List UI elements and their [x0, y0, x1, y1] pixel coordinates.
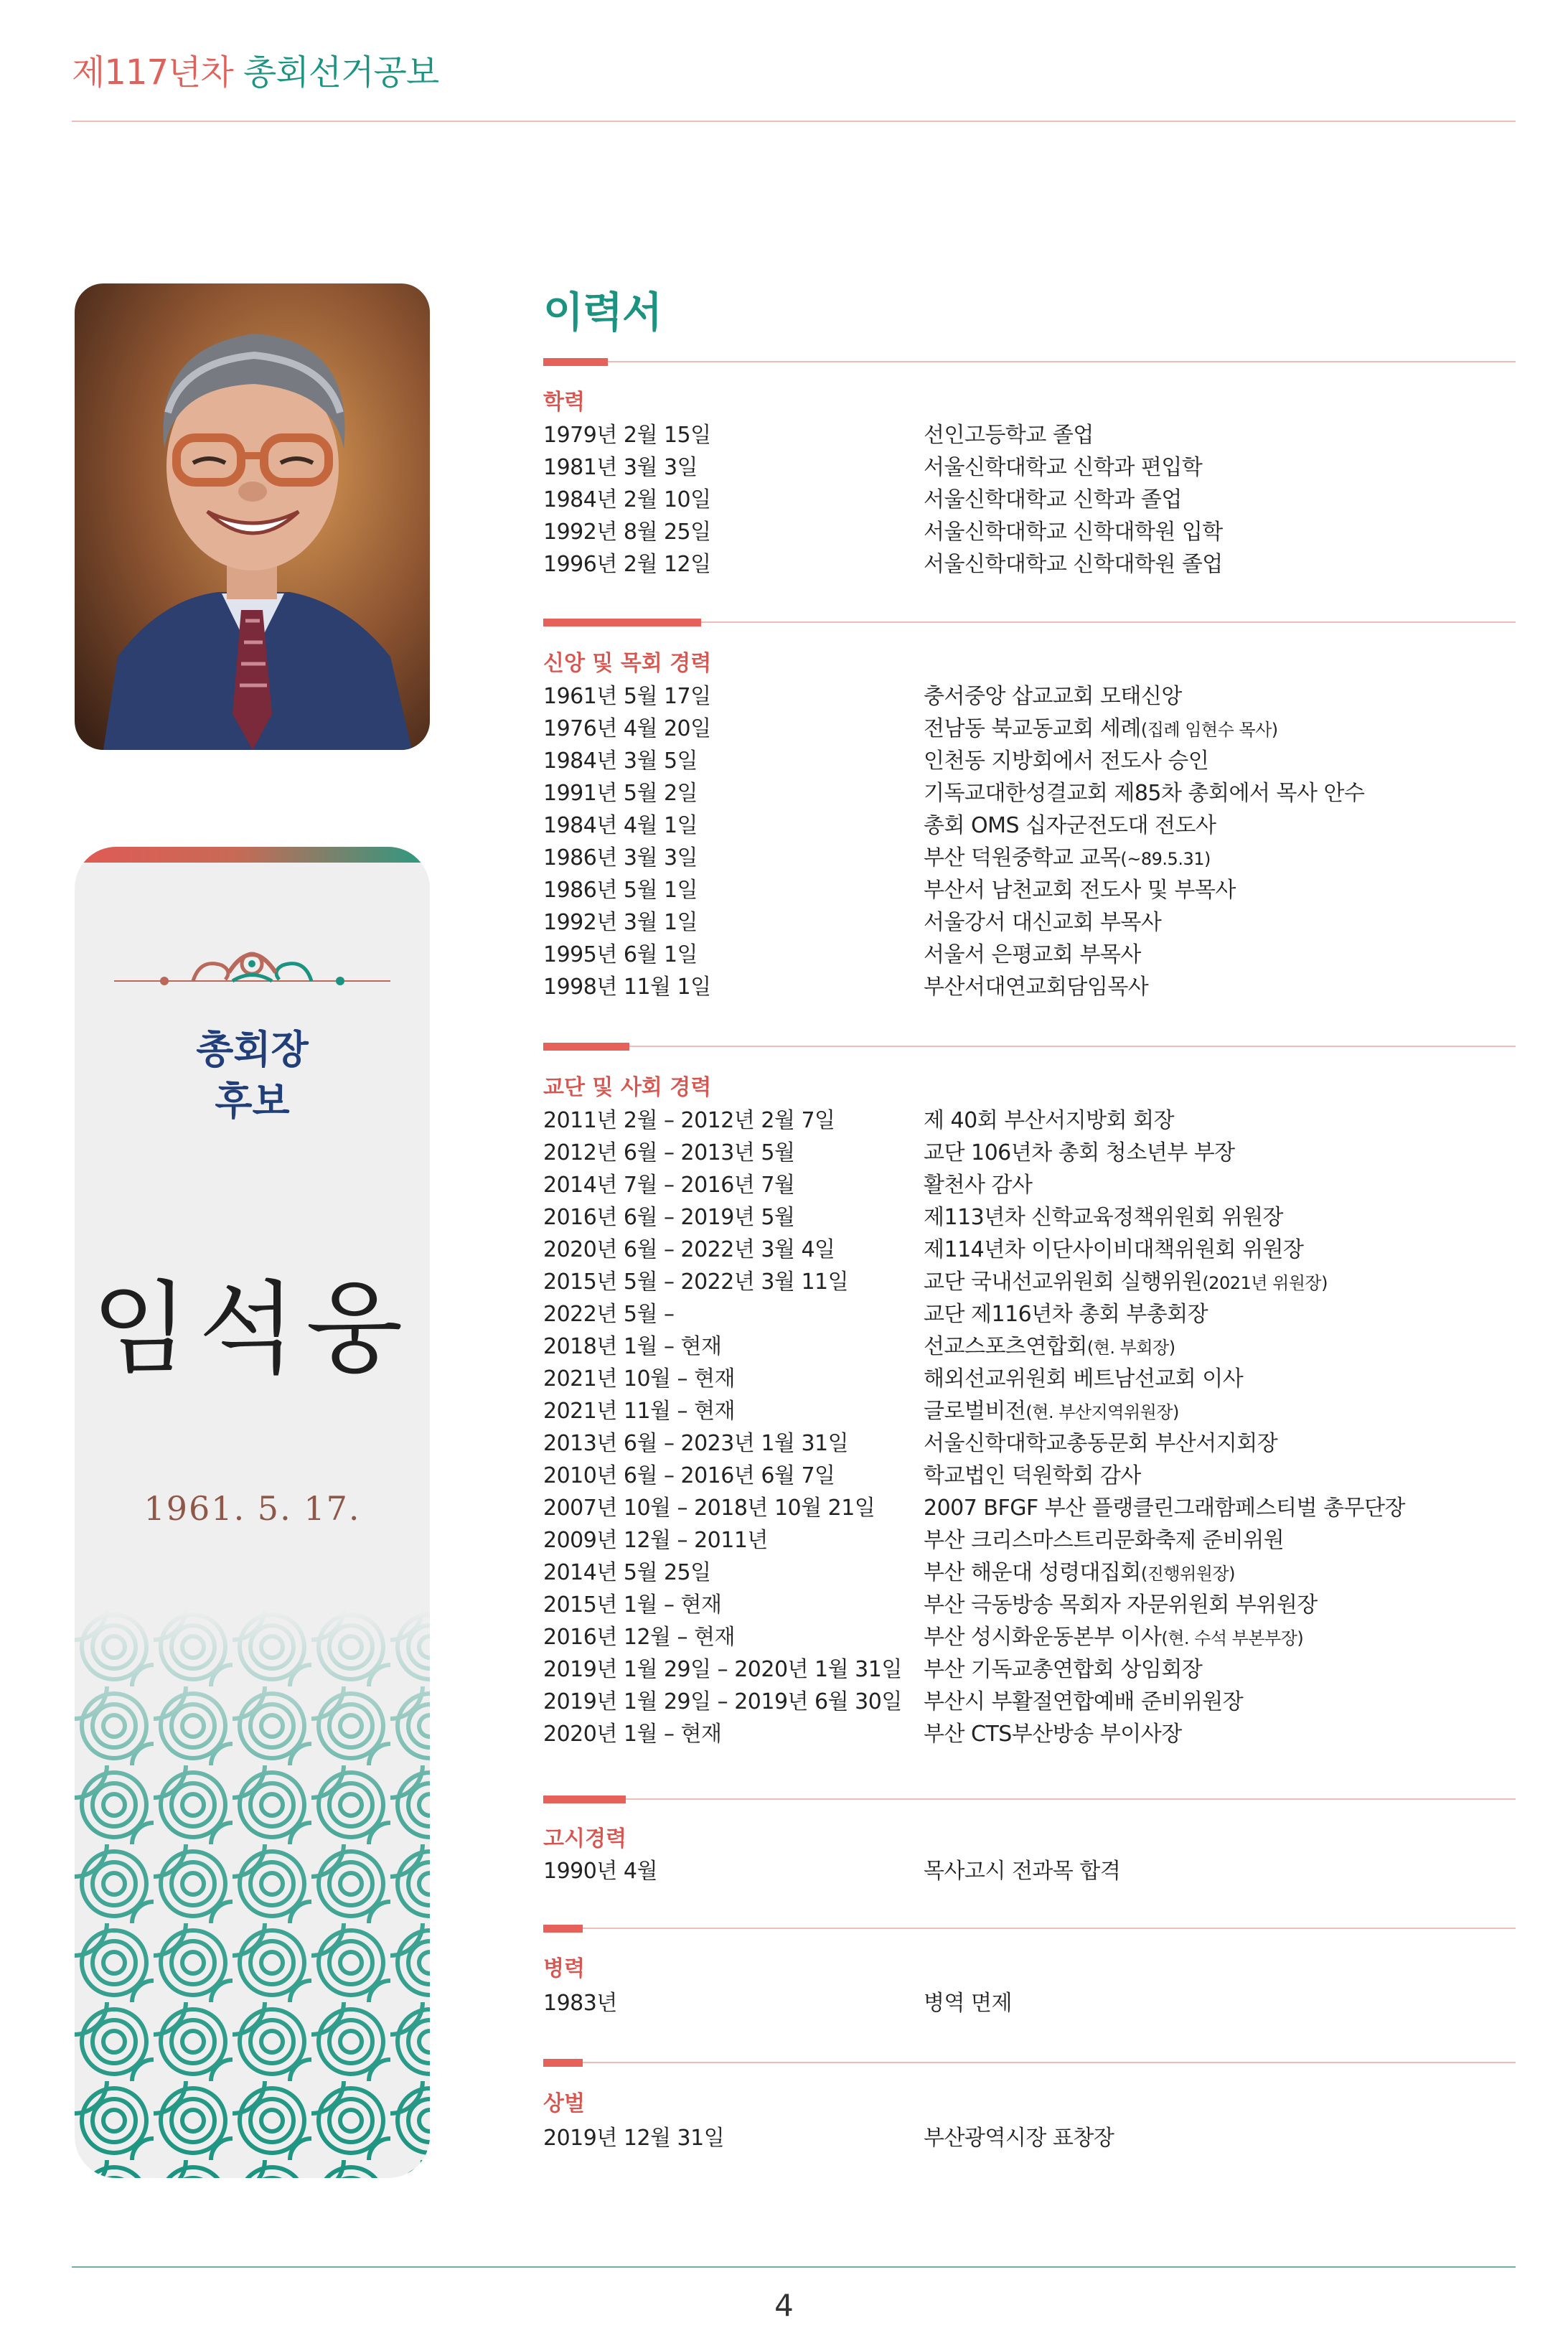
entry-description: [924, 1267, 1328, 1299]
entry-date: 2014년 7월 – 2016년 7월: [543, 1173, 795, 1198]
resume-entry: [543, 875, 1516, 906]
entry-description: [924, 1234, 1304, 1266]
resume-entry: [543, 1590, 1516, 1621]
resume-entry: [543, 939, 1516, 971]
resume-entry: [543, 1364, 1516, 1395]
candidate-card: [75, 847, 430, 2178]
entry-date: 1998년 11월 1일: [543, 975, 711, 1000]
resume-entry: [543, 420, 1516, 451]
resume-entry: [543, 1686, 1516, 1718]
entry-date: 1979년 2월 15일: [543, 423, 711, 448]
entry-description: [924, 1719, 1182, 1750]
entry-text: 교단 제116년차 총회 부총회장: [924, 1302, 1208, 1327]
entry-description: [924, 1525, 1284, 1557]
entry-text: 부산시 부활절연합예배 준비위원장: [924, 1689, 1244, 1714]
page-number: 4: [774, 2288, 794, 2323]
resume-entry: [543, 1525, 1516, 1557]
entry-date: 2010년 6월 – 2016년 6월 7일: [543, 1463, 835, 1488]
entry-text: 부산 기독교총연합회 상임회장: [924, 1657, 1203, 1682]
entry-text: 해외선교위원회 베트남선교회 이사: [924, 1366, 1244, 1391]
resume-entry: [543, 1428, 1516, 1460]
section-heading: 고시경력: [543, 1826, 626, 1851]
entry-date: 1996년 2월 12일: [543, 552, 711, 577]
ornament-icon: [114, 937, 390, 998]
entry-date: 2009년 12월 – 2011년: [543, 1528, 768, 1553]
entry-date: 1961년 5월 17일: [543, 684, 711, 709]
entry-description: [924, 778, 1364, 809]
section-accent-bar: [543, 358, 608, 366]
entry-description: [924, 1105, 1174, 1137]
entry-text: 부산 크리스마스트리문화축제 준비위원: [924, 1528, 1285, 1553]
entry-text: 목사고시 전과목 합격: [924, 1859, 1121, 1884]
entry-description: [924, 1590, 1318, 1621]
entry-description: [924, 1493, 1405, 1524]
entry-date: 1984년 3월 5일: [543, 748, 698, 774]
resume-entry: [543, 1267, 1516, 1298]
entry-text: 전남동 북교동교회 세례: [924, 716, 1141, 741]
entry-date: 2012년 6월 – 2013년 5월: [543, 1140, 795, 1165]
resume-entry: [543, 1460, 1516, 1492]
entry-note: (~89.5.31): [1120, 849, 1211, 869]
entry-text: 부산서대연교회담임목사: [924, 975, 1149, 1000]
entry-text: 교단 106년차 총회 청소년부 부장: [924, 1140, 1235, 1165]
entry-description: [924, 843, 1211, 875]
resume-entry: [543, 1105, 1516, 1137]
entry-description: [924, 746, 1208, 777]
resume-entry: [543, 713, 1516, 745]
section-divider: [543, 1046, 1516, 1047]
entry-date: 2016년 6월 – 2019년 5월: [543, 1205, 795, 1230]
entry-text: 부산서 남천교회 전도사 및 부목사: [924, 878, 1236, 903]
section-accent-bar: [543, 1796, 626, 1803]
section-accent-bar: [543, 2059, 583, 2067]
entry-text: 서울신학대학교 신학과 편입학: [924, 455, 1203, 480]
entry-description: [924, 1202, 1283, 1234]
entry-description: [924, 1170, 1032, 1201]
entry-text: 교단 국내선교위원회 실행위원: [924, 1269, 1203, 1295]
publication-title-name: 총회선거공보: [243, 52, 439, 93]
entry-description: [924, 517, 1223, 548]
entry-date: 1983년: [543, 1991, 617, 2016]
resume-entry: [543, 681, 1516, 713]
resume-entry: [543, 1988, 1516, 2019]
resume-entry: [543, 1622, 1516, 1653]
section-divider: [543, 1928, 1516, 1929]
resume-entry: [543, 1202, 1516, 1234]
resume-entry: [543, 1654, 1516, 1686]
entry-text: 선교스포츠연합회: [924, 1334, 1087, 1359]
entry-description: [924, 1331, 1175, 1364]
entry-text: 부산 CTS부산방송 부이사장: [924, 1722, 1182, 1747]
entry-date: 2013년 6월 – 2023년 1월 31일: [543, 1431, 849, 1456]
entry-date: 1984년 2월 10일: [543, 487, 711, 512]
entry-date: 1992년 3월 1일: [543, 910, 698, 935]
entry-date: 2019년 1월 29일 – 2019년 6월 30일: [543, 1689, 902, 1714]
section-divider: [543, 361, 1516, 362]
entry-date: 1976년 4월 20일: [543, 716, 711, 741]
entry-date: 1981년 3월 3일: [543, 455, 698, 480]
entry-date: 1991년 5월 2일: [543, 781, 698, 806]
resume-entry: [543, 1170, 1516, 1201]
entry-description: [924, 713, 1278, 746]
resume-entry: [543, 1493, 1516, 1524]
entry-date: 2007년 10월 – 2018년 10월 21일: [543, 1496, 875, 1521]
entry-note: (2021년 위원장): [1202, 1273, 1328, 1293]
entry-note: (집례 임현수 목사): [1140, 720, 1278, 740]
entry-text: 학교법인 덕원학회 감사: [924, 1463, 1141, 1488]
entry-description: [924, 452, 1202, 484]
entry-date: 2018년 1월 – 현재: [543, 1334, 722, 1359]
entry-note: (현. 부회장): [1086, 1338, 1175, 1358]
section-divider: [543, 1798, 1516, 1800]
entry-description: [924, 1396, 1179, 1428]
entry-description: [924, 1364, 1243, 1395]
resume-entry: [543, 517, 1516, 548]
entry-description: [924, 1428, 1277, 1460]
entry-date: 2020년 6월 – 2022년 3월 4일: [543, 1237, 835, 1262]
entry-description: [924, 972, 1148, 1003]
entry-text: 부산 해운대 성령대집회: [924, 1560, 1141, 1585]
candidate-role-line2: 후보: [215, 1079, 290, 1124]
entry-date: 2022년 5월 –: [543, 1302, 675, 1327]
section-heading: 상벌: [543, 2091, 585, 2116]
entry-description: [924, 1299, 1208, 1330]
entry-description: [924, 1856, 1120, 1887]
entry-text: 서울신학대학교 신학대학원 졸업: [924, 552, 1223, 577]
resume-entry: [543, 484, 1516, 516]
entry-description: [924, 810, 1216, 842]
section-accent-bar: [543, 1043, 629, 1051]
entry-description: [924, 2123, 1114, 2154]
entry-description: [924, 939, 1141, 971]
resume-entry: [543, 907, 1516, 939]
entry-text: 서울서 은평교회 부목사: [924, 942, 1141, 967]
section-heading: 신앙 및 목회 경력: [543, 651, 712, 676]
candidate-photo: [75, 283, 430, 750]
candidate-role-line1: 총회장: [196, 1027, 309, 1072]
entry-text: 글로벌비전: [924, 1399, 1026, 1424]
entry-text: 총회 OMS 십자군전도대 전도사: [924, 813, 1216, 838]
resume-entry: [543, 1234, 1516, 1266]
section-accent-bar: [543, 619, 701, 626]
entry-text: 충서중앙 삽교교회 모태신앙: [924, 684, 1182, 709]
resume-entry: [543, 1137, 1516, 1169]
entry-description: [924, 1557, 1235, 1590]
entry-date: 2015년 1월 – 현재: [543, 1592, 722, 1618]
entry-text: 인천동 지방회에서 전도사 승인: [924, 748, 1209, 774]
resume-entry: [543, 843, 1516, 874]
entry-date: 2021년 11월 – 현재: [543, 1399, 736, 1424]
resume-entry: [543, 1856, 1516, 1887]
entry-date: 2015년 5월 – 2022년 3월 11일: [543, 1269, 849, 1295]
resume-title: 이력서: [543, 288, 662, 337]
section-heading: 학력: [543, 390, 585, 415]
entry-date: 2016년 12월 – 현재: [543, 1625, 736, 1650]
entry-description: [924, 1460, 1141, 1492]
entry-text: 기독교대한성결교회 제85차 총회에서 목사 안수: [924, 781, 1365, 806]
entry-description: [924, 1622, 1303, 1654]
entry-note: (현. 수석 부본부장): [1161, 1628, 1304, 1648]
entry-description: [924, 1654, 1202, 1686]
resume-entry: [543, 549, 1516, 581]
entry-note: (진행위원장): [1140, 1564, 1236, 1584]
entry-text: 제113년차 신학교육정책위원회 위원장: [924, 1205, 1284, 1230]
entry-text: 서울신학대학교 신학과 졸업: [924, 487, 1182, 512]
entry-date: 2019년 12월 31일: [543, 2126, 725, 2151]
entry-date: 1995년 6월 1일: [543, 942, 698, 967]
entry-text: 병역 면제: [924, 1991, 1012, 2016]
section-heading: 교단 및 사회 경력: [543, 1075, 712, 1100]
section-divider: [543, 2062, 1516, 2063]
resume-entry: [543, 746, 1516, 777]
entry-date: 1992년 8월 25일: [543, 520, 711, 545]
entry-text: 서울강서 대신교회 부목사: [924, 910, 1162, 935]
resume-entry: [543, 1719, 1516, 1750]
entry-text: 부산광역시장 표창장: [924, 2126, 1114, 2151]
resume-entry: [543, 2123, 1516, 2154]
entry-description: [924, 907, 1161, 939]
entry-description: [924, 681, 1182, 713]
entry-date: 2020년 1월 – 현재: [543, 1722, 722, 1747]
entry-date: 1990년 4월: [543, 1859, 657, 1884]
resume-entry: [543, 972, 1516, 1003]
entry-text: 2007 BFGF 부산 플랭클린그래함페스티벌 총무단장: [924, 1496, 1405, 1521]
section-heading: 병력: [543, 1956, 585, 1981]
entry-text: 서울신학대학교 신학대학원 입학: [924, 520, 1223, 545]
entry-description: [924, 1988, 1012, 2019]
card-top-band: [75, 847, 430, 863]
resume-entry: [543, 1557, 1516, 1589]
entry-text: 선인고등학교 졸업: [924, 423, 1094, 448]
portrait-illustration: [75, 283, 430, 750]
entry-note: (현. 부산지역위원장): [1025, 1402, 1179, 1422]
entry-date: 1984년 4월 1일: [543, 813, 698, 838]
candidate-birthdate: 1961. 5. 17.: [144, 1489, 361, 1528]
entry-date: 2011년 2월 – 2012년 2월 7일: [543, 1108, 835, 1133]
entry-date: 2014년 5월 25일: [543, 1560, 711, 1585]
entry-text: 부산 성시화운동본부 이사: [924, 1625, 1162, 1650]
entry-date: 1986년 3월 3일: [543, 845, 698, 870]
entry-text: 서울신학대학교총동문회 부산서지회장: [924, 1431, 1278, 1456]
entry-date: 1986년 5월 1일: [543, 878, 698, 903]
wave-pattern: [75, 1607, 430, 2178]
entry-text: 제114년차 이단사이비대책위원회 위원장: [924, 1237, 1304, 1262]
entry-text: 부산 극동방송 목회자 자문위원회 부위원장: [924, 1592, 1318, 1618]
entry-text: 활천사 감사: [924, 1173, 1033, 1198]
resume-entry: [543, 1299, 1516, 1330]
entry-description: [924, 549, 1223, 581]
footer-divider: [72, 2266, 1516, 2268]
publication-title: [72, 44, 438, 94]
publication-title-year: 제117년차: [72, 52, 233, 93]
entry-text: 부산 덕원중학교 교목: [924, 845, 1121, 870]
resume-entry: [543, 778, 1516, 809]
entry-description: [924, 420, 1094, 451]
resume-entry: [543, 452, 1516, 484]
entry-description: [924, 484, 1182, 516]
entry-text: 제 40회 부산서지방회 회장: [924, 1108, 1175, 1133]
entry-date: 2019년 1월 29일 – 2020년 1월 31일: [543, 1657, 902, 1682]
entry-description: [924, 1137, 1235, 1169]
resume-entry: [543, 1331, 1516, 1363]
resume-entry: [543, 1396, 1516, 1427]
header-divider: [72, 121, 1516, 122]
section-accent-bar: [543, 1925, 583, 1933]
entry-date: 2021년 10월 – 현재: [543, 1366, 736, 1391]
candidate-name: 임석웅: [91, 1271, 413, 1388]
entry-description: [924, 1686, 1243, 1718]
entry-description: [924, 875, 1236, 906]
resume-entry: [543, 810, 1516, 842]
